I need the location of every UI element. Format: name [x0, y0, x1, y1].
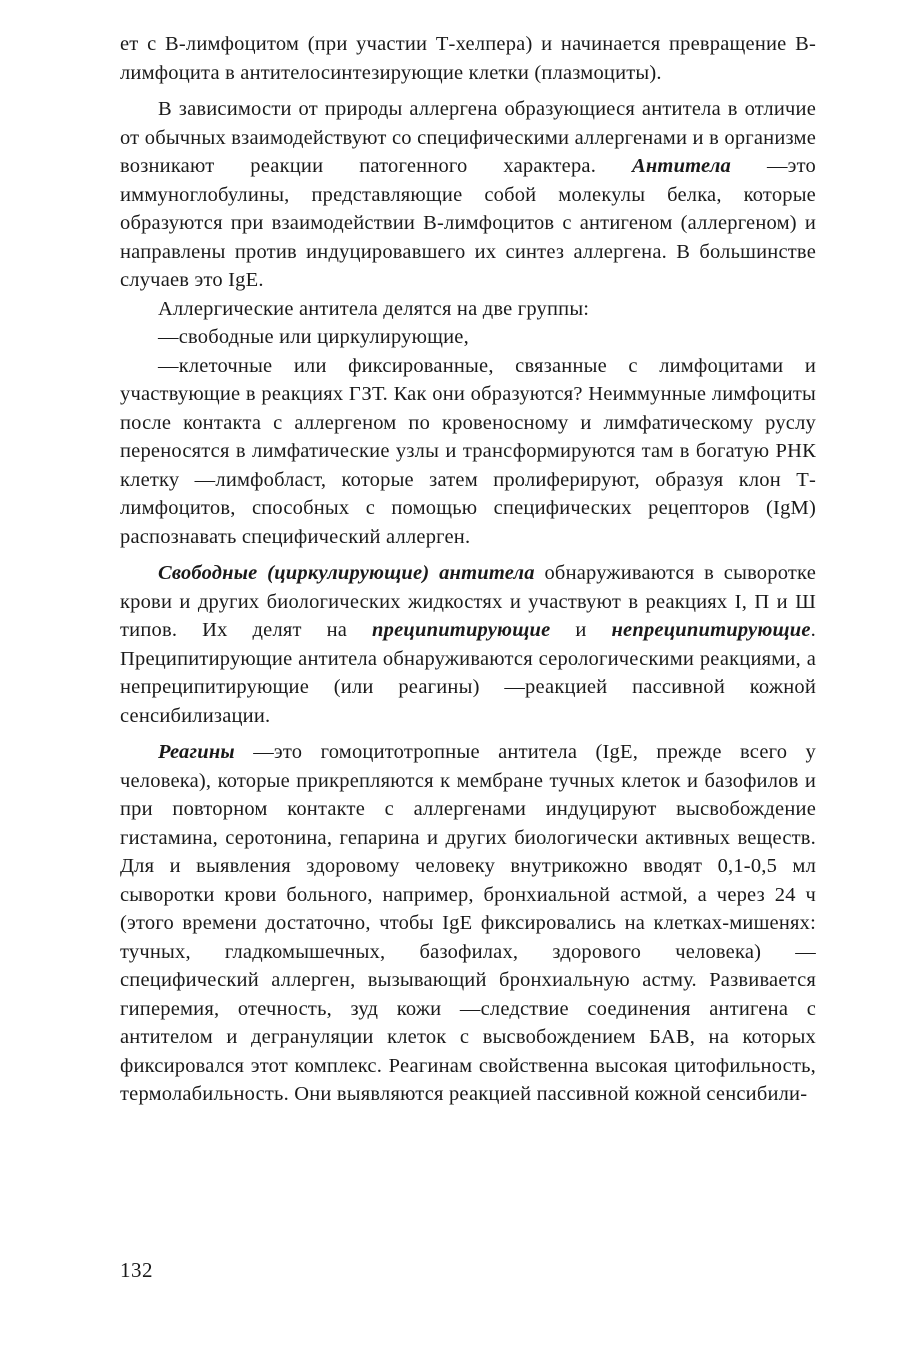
page-number: 132	[120, 1258, 153, 1282]
text-run: —свободные или циркулирующие,	[158, 326, 469, 348]
bold-italic-term: Антитела	[631, 155, 732, 177]
paragraph-p3	[120, 295, 816, 324]
text-run: —клеточные или фиксированные, связанные с лимфоцитами и участвующие в реакциях ГЗТ. Как они образуются? Неиммунные лимфоциты после контакта с аллергеном по кровеносному и лимфатическому руслу переносятся в лимфатические узлы и трансформируются там в богатую РНК клетку —лимфобласт, которые затем пролиферируют, образуя клон Т-лимфоцитов, способных с помощью специфических рецепторов (IgM) распознавать специфический аллерген.	[120, 354, 816, 548]
text-run: и	[550, 619, 612, 641]
paragraph-p1	[120, 30, 816, 87]
paragraph-p5	[120, 352, 816, 552]
paragraph-p4	[120, 323, 816, 352]
bold-italic-term: непреципитирующие	[611, 619, 811, 641]
bold-italic-term: Реагины	[158, 741, 235, 763]
text-run: —это гомоцитотропные антитела (IgE, прежде всего у человека), которые прикрепляются к мембране тучных клеток и базофилов и при повторном контакте с аллергенами индуцируют высвобождение гистамина, серотонина, гепарина и других биологически активных веществ. Для и выявления здоровому человеку внутрикожно вводят 0,1-0,5 мл сыворотки крови больного, например, бронхиальной астмой, а через 24 ч (этого времени достаточно, чтобы IgE фиксировались на клетках-мишенях: тучных, гладкомышечных, базофилах, здорового человека) — специфический аллерген, вызывающий бронхиальную астму. Развивается гиперемия, отечность, зуд кожи —следствие соединения антигена с антителом и дегрануляции клеток с высвобождением БАВ, на которых фиксировался этот комплекс. Реагинам свойственна высокая цитофильность, термолабильность. Они выявляются реакцией пассивной кожной сенсибили-	[120, 741, 816, 1105]
text-run: . Преципитирующие антитела обнаруживаются серологическими реакциями, а непреципитирующие (или реагины) —реакцией пассивной кожной сенсибилизации.	[120, 619, 816, 727]
paragraph-p2	[120, 95, 816, 295]
text-run: обнаруживаются в сыворотке крови и других биологических жидкостях и участвуют в реакциях I, П и Ш типов. Их делят на	[120, 562, 816, 641]
text-run: В зависимости от природы аллергена образующиеся антитела в отличие от обычных взаимодействуют со специфическими аллергенами и в организме возникают реакции патогенного характера.	[120, 98, 816, 177]
paragraph-p6	[120, 559, 816, 730]
bold-italic-term: преципитирующие	[372, 619, 551, 641]
paragraph-p7	[120, 738, 816, 1109]
bold-italic-term: Свободные (циркулирующие) антитела	[158, 562, 535, 584]
text-run: ет с В-лимфоцитом (при участии Т-хелпера) и начинается превращение В-лимфоцита в антителосинтезирующие клетки (плазмоциты).	[120, 33, 816, 84]
text-run: Аллергические антитела делятся на две группы:	[158, 297, 590, 320]
text-run: —это иммуноглобулины, представляющие собой молекулы белка, которые образуются при взаимодействии В-лимфоцитов с антигеном (аллергеном) и направлены против индуцировавшего их синтез аллергена. В большинстве случаев это IgE.	[120, 155, 816, 291]
body-text	[120, 30, 816, 1109]
